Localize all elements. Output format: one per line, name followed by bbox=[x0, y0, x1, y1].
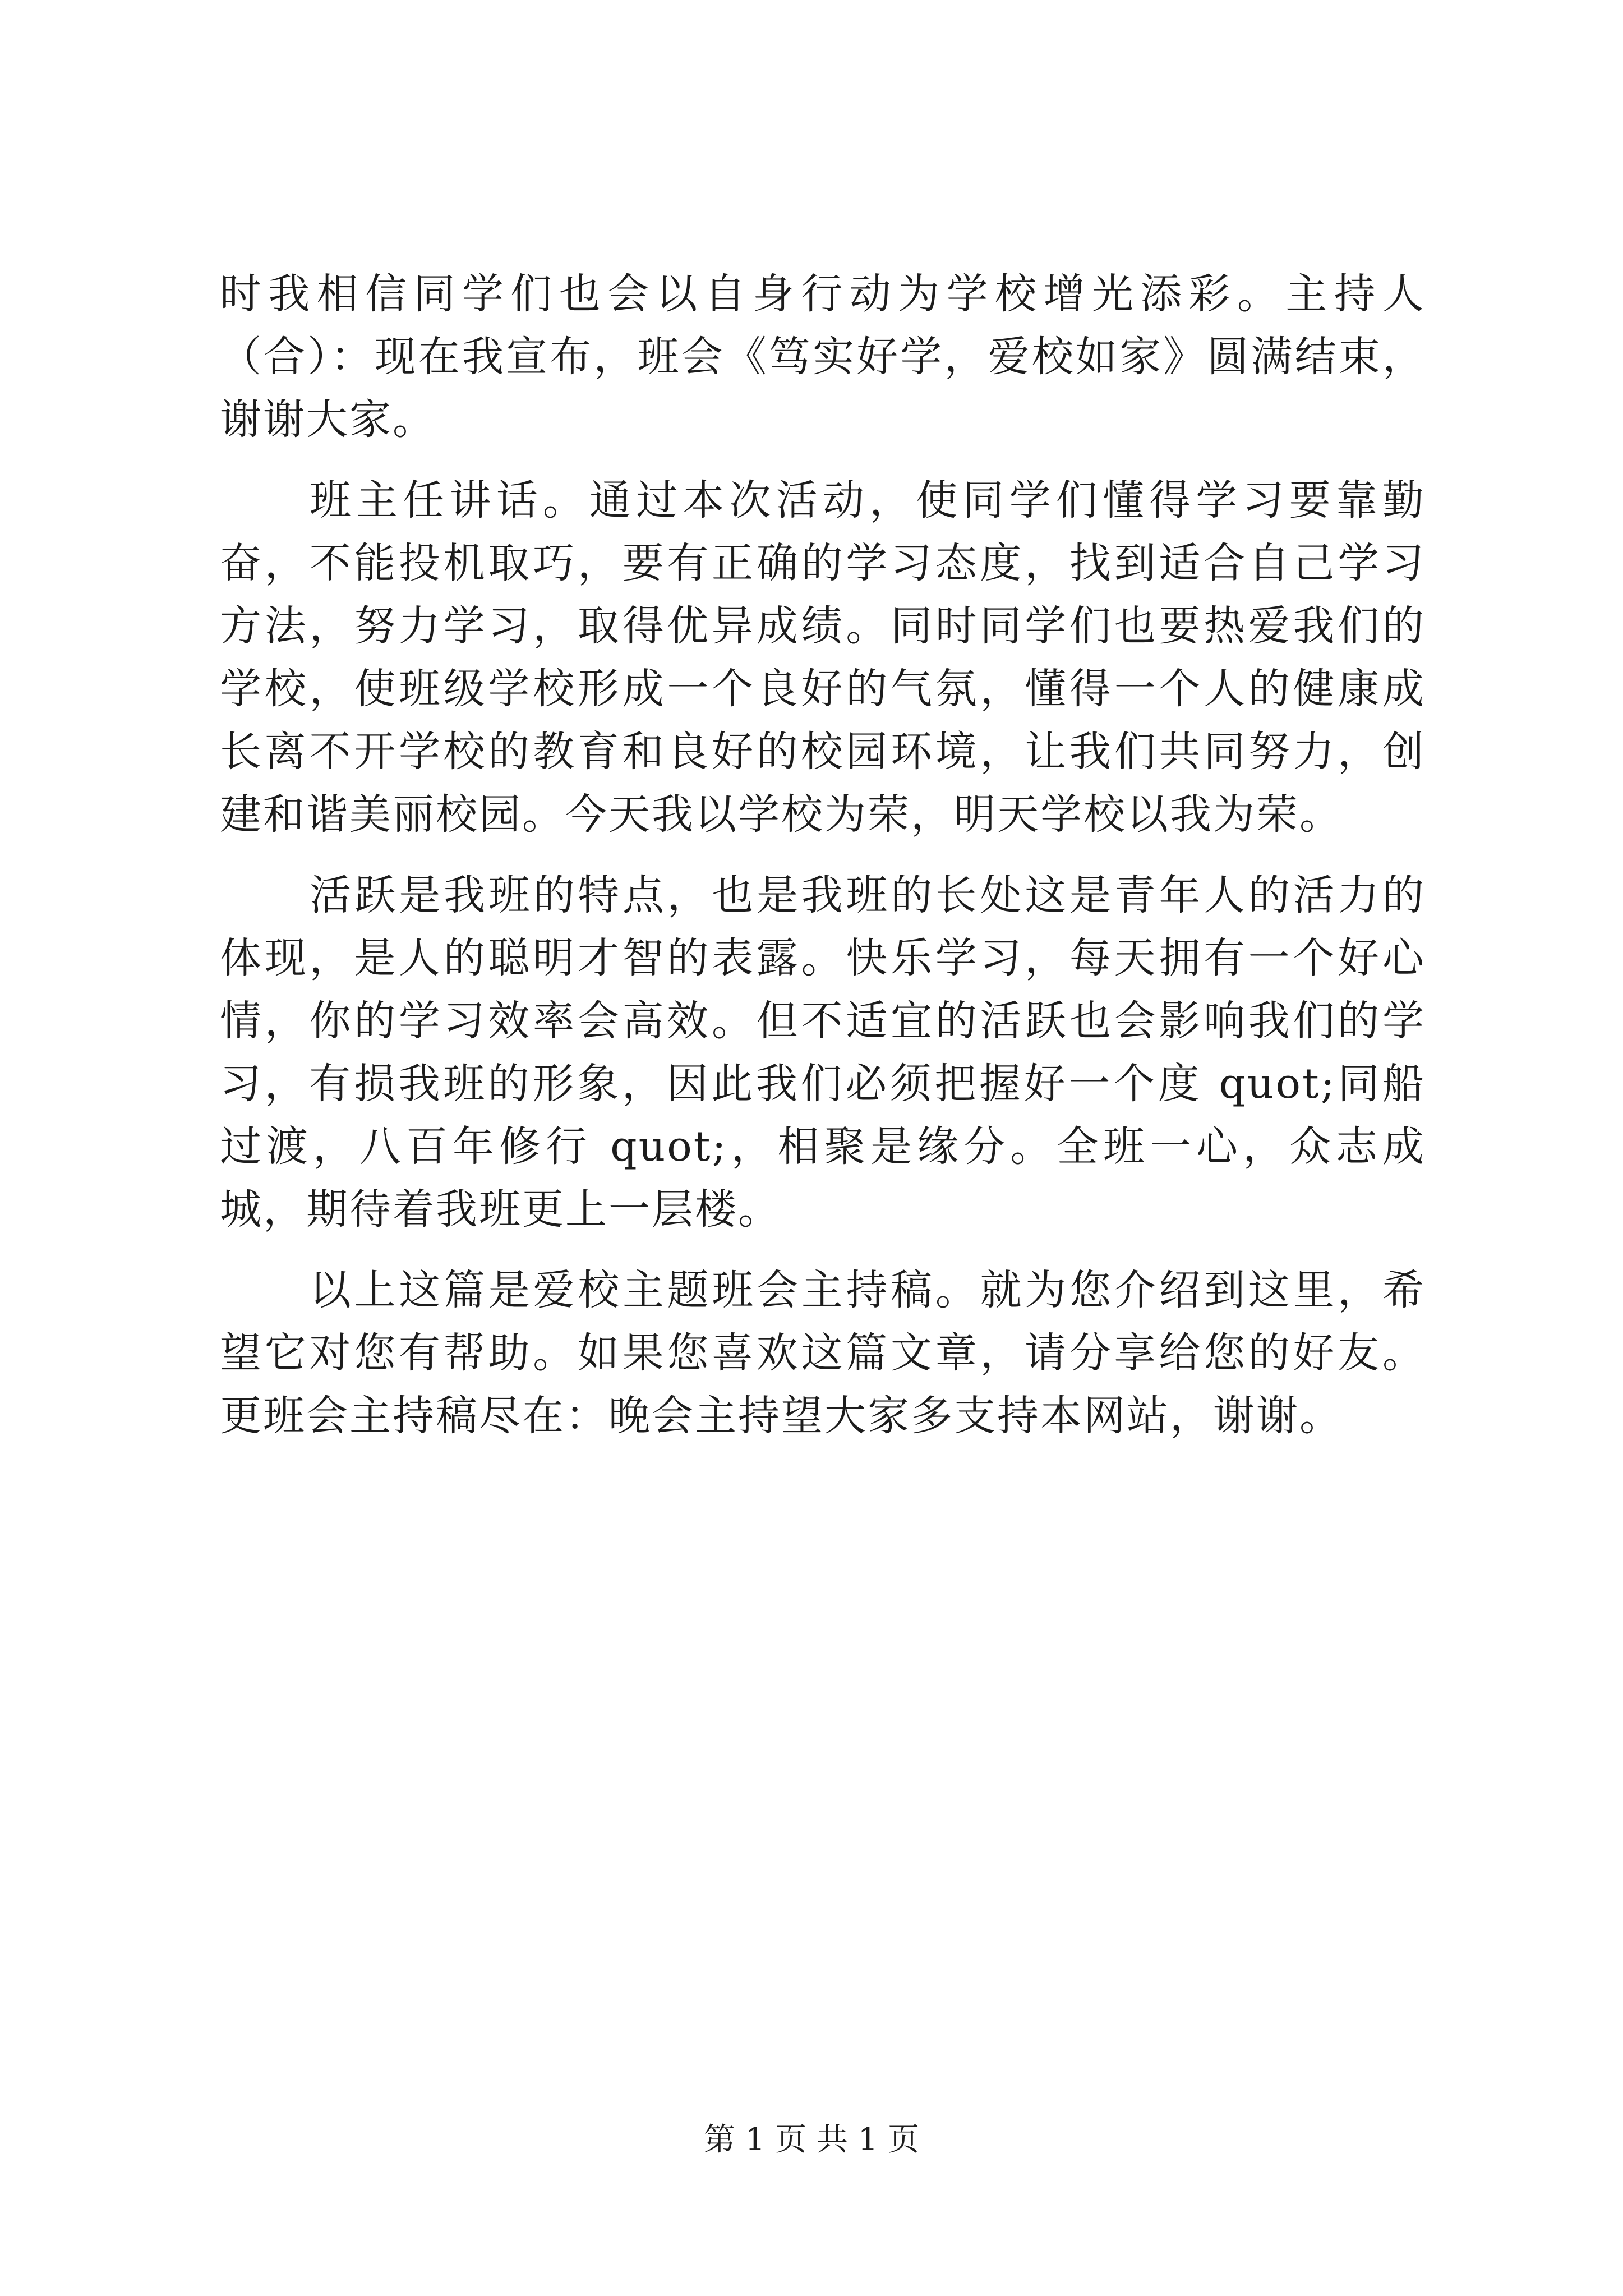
document-body bbox=[220, 263, 1426, 1465]
paragraph-4: 以上这篇是爱校主题班会主持稿。就为您介绍到这里，希望它对您有帮助。如果您喜欢这篇文章，请分享给您的好友。更班会主持稿尽在：晚会主持望大家多支持本网站，谢谢。 bbox=[220, 1266, 1426, 1440]
paragraph-1: 时我相信同学们也会以自身行动为学校增光添彩。主持人（合）：现在我宣布，班会《笃实好学，爱校如家》圆满结束，谢谢大家。 bbox=[220, 270, 1426, 444]
page-footer: 第 1 页 共 1 页 bbox=[703, 2122, 920, 2158]
paragraph-2: 班主任讲话。通过本次活动，使同学们懂得学习要靠勤奋，不能投机取巧，要有正确的学习态度，找到适合自己学习方法，努力学习，取得优异成绩。同时同学们也要热爱我们的学校，使班级学校形成一个良好的气氛，懂得一个人的健康成长离不开学校的教育和良好的校园环境，让我们共同努力，创建和谐美丽校园。今天我以学校为荣，明天学校以我为荣。 bbox=[220, 476, 1426, 839]
paragraph-3: 活跃是我班的特点，也是我班的长处这是青年人的活力的体现，是人的聪明才智的表露。快乐学习，每天拥有一个好心情，你的学习效率会高效。但不适宜的活跃也会影响我们的学习，有损我班的形象，因此我们必须把握好一个度 quot;同船过渡，八百年修行 quot;，相聚是缘分。全班一心，众志成城，期待着我班更上一层楼。 bbox=[220, 871, 1426, 1234]
